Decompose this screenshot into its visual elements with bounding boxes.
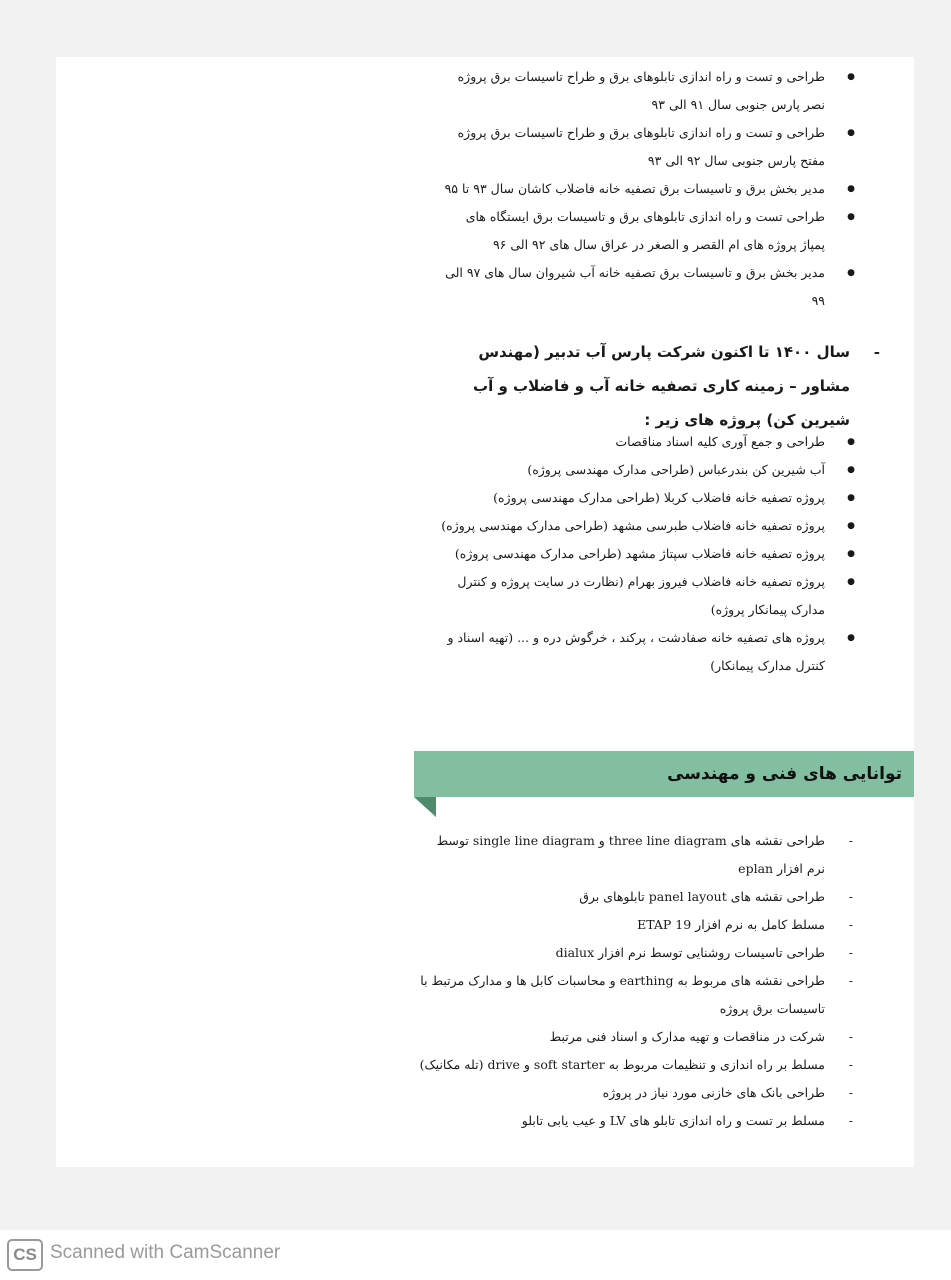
skills-section — [419, 827, 859, 1135]
list-item: ● طراحی تست و راه اندازی تابلوهای برق و تاسیسات برق ایستگاه های پمپاژ پروژه های ام القصر و الصغر در عراق سال های ۹۲ الی ۹۶ — [439, 203, 859, 259]
list-item: ● طراحی و تست و راه اندازی تابلوهای برق و طراح تاسیسات برق پروژه مفتح پارس جنوبی سال ۹۲ الی ۹۳ — [439, 119, 859, 175]
list-item: - طراحی نقشه های panel layout تابلوهای برق — [419, 883, 859, 911]
list-item: - شرکت در مناقصات و تهیه مدارک و اسناد فنی مرتبط — [419, 1023, 859, 1051]
list-item: - طراحی نقشه های three line diagram و single line diagram توسط نرم افزار eplan — [419, 827, 859, 883]
skills-title: توانایی های فنی و مهندسی — [667, 764, 902, 784]
list-item: - طراحی تاسیسات روشنایی توسط نرم افزار dialux — [419, 939, 859, 967]
list-item: ● مدیر بخش برق و تاسیسات برق تصفیه خانه آب شیروان سال های ۹۷ الی ۹۹ — [439, 259, 859, 315]
projects-list-current — [439, 428, 859, 680]
list-item: - طراحی نقشه های مربوط به earthing و محاسبات کابل ها و مدارک مرتبط با تاسیسات برق پروژه — [419, 967, 859, 1023]
list-item: ● طراحی و تست و راه اندازی تابلوهای برق و طراح تاسیسات برق پروژه نصر پارس جنوبی سال ۹۱ الی ۹۳ — [439, 63, 859, 119]
list-item: ● طراحی و جمع آوری کلیه اسناد مناقصات — [439, 428, 859, 456]
list-item: ● پروژه تصفیه خانه فاضلاب کربلا (طراحی مدارک مهندسی پروژه) — [439, 484, 859, 512]
projects-list-top-section — [439, 63, 859, 315]
list-item: ● آب شیرین کن بندرعباس (طراحی مدارک مهندسی پروژه) — [439, 456, 859, 484]
projects-list-top — [439, 63, 859, 315]
dash-marker: - — [873, 343, 880, 361]
list-item: ● پروژه تصفیه خانه فاضلاب سپتاژ مشهد (طراحی مدارک مهندسی پروژه) — [439, 540, 859, 568]
list-item: ● مدیر بخش برق و تاسیسات برق تصفیه خانه فاضلاب کاشان سال ۹۳ تا ۹۵ — [439, 175, 859, 203]
skills-banner — [414, 751, 914, 797]
scanner-footer — [0, 1230, 951, 1280]
list-item: - طراحی بانک های خازنی مورد نیاز در پروژه — [419, 1079, 859, 1107]
list-item: ● پروژه های تصفیه خانه صفادشت ، پرکند ، خرگوش دره و ... (تهیه اسناد و کنترل مدارک پیمانکار) — [439, 624, 859, 680]
list-item: - مسلط بر راه اندازی و تنظیمات مربوط به soft starter و drive (تله مکانیک) — [419, 1051, 859, 1079]
skills-list — [419, 827, 859, 1135]
job-heading-block — [440, 335, 880, 437]
banner-fold — [414, 797, 436, 817]
list-item: ● پروژه تصفیه خانه فاضلاب فیروز بهرام (نظارت در سایت پروژه و کنترل مدارک پیمانکار پروژه) — [439, 568, 859, 624]
list-item: - مسلط کامل به نرم افزار ETAP 19 — [419, 911, 859, 939]
projects-list-current-section — [439, 428, 859, 680]
scanner-text: Scanned with CamScanner — [50, 1242, 281, 1263]
list-item: - مسلط بر تست و راه اندازی تابلو های LV و عیب یابی تابلو — [419, 1107, 859, 1135]
job-heading: سال ۱۴۰۰ تا اکنون شرکت پارس آب تدبیر (مهندس مشاور – زمینه کاری تصفیه خانه آب و فاضلاب و آب شیرین کن) پروژه های زیر : — [473, 343, 850, 429]
camscanner-logo-icon: CS — [7, 1239, 43, 1271]
list-item: ● پروژه تصفیه خانه فاضلاب طبرسی مشهد (طراحی مدارک مهندسی پروژه) — [439, 512, 859, 540]
document-page — [56, 57, 914, 1167]
